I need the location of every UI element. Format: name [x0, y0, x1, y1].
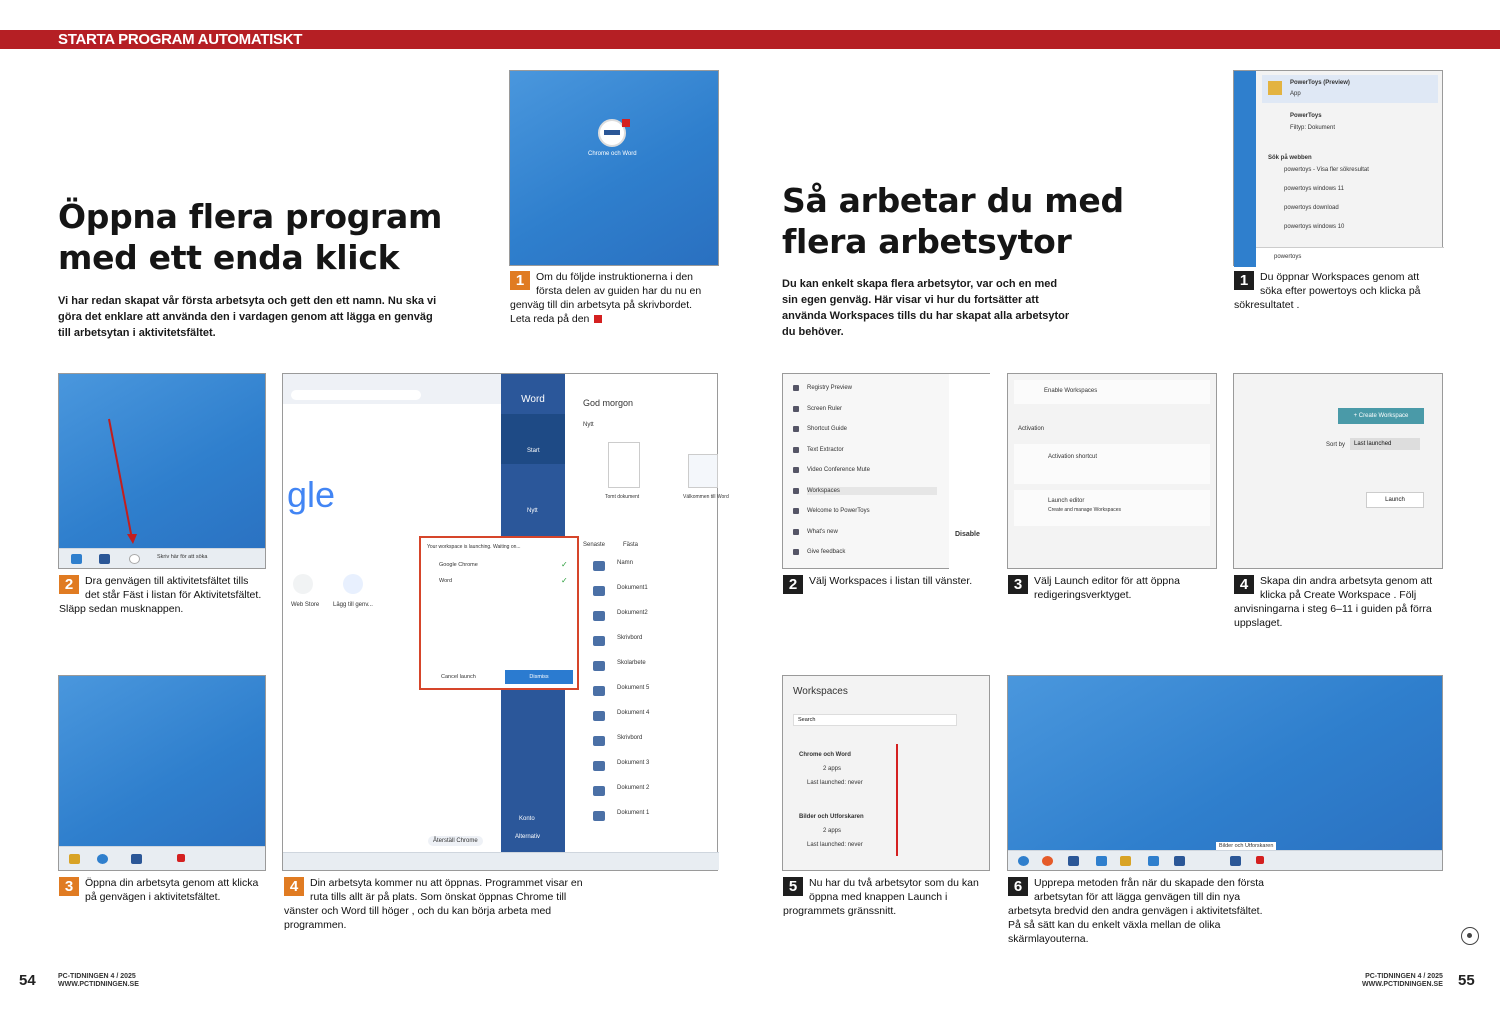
powertoys-nav-item[interactable]: Registry Preview — [807, 385, 853, 391]
chrome-icon[interactable] — [1042, 856, 1053, 866]
taskbar-search[interactable]: Skriv här för att söka — [157, 554, 208, 560]
workspaces-search[interactable]: Search — [793, 714, 957, 726]
left-step-1-caption: 1 Om du följde instruktionerna i den första delen av guiden har du nu en genväg till din arbetsyta på skrivbordet. Leta reda på den — [510, 271, 702, 325]
sort-dropdown[interactable]: Last launched — [1350, 438, 1420, 450]
word-document-item[interactable]: Dokument 2 — [617, 785, 650, 791]
word-icon[interactable] — [1068, 856, 1079, 866]
screenshot-taskbar-click — [58, 675, 266, 871]
screenshot-desktop-shortcut — [509, 70, 719, 266]
cancel-launch-button[interactable]: Cancel launch — [441, 674, 476, 680]
best-match-result[interactable]: PowerToys (Preview) App — [1262, 75, 1438, 103]
web-suggestion[interactable]: powertoys windows 11 — [1284, 186, 1344, 192]
workspaces-title: Workspaces — [793, 686, 848, 697]
disable-label: Disable — [955, 531, 980, 538]
powertoys-nav-item[interactable]: Video Conference Mute — [807, 467, 870, 473]
word-new-label: Nytt — [527, 508, 538, 514]
powertoys-nav — [783, 384, 948, 570]
relaunch-chip[interactable]: Återställ Chrome — [428, 836, 483, 846]
screenshot-powertoys-menu — [782, 373, 990, 569]
word-home-tab[interactable] — [501, 414, 565, 464]
taskbar-icon[interactable] — [71, 554, 82, 564]
folder-icon[interactable] — [1120, 856, 1131, 866]
right-step-2-caption: 2 Välj Workspaces i listan till vänster. — [783, 574, 988, 594]
workspace-shortcut-icon[interactable] — [1230, 856, 1241, 866]
launch-button[interactable]: Launch — [1366, 492, 1424, 508]
step-number: 1 — [1234, 271, 1254, 290]
taskbar-icon[interactable] — [99, 554, 110, 564]
taskbar-icon[interactable] — [1174, 856, 1185, 866]
powertoys-icon — [1268, 81, 1282, 95]
taskbar-tooltip: Bilder och Utforskaren — [1216, 842, 1276, 850]
check-icon: ✓ — [561, 576, 568, 585]
step-number: 4 — [284, 877, 304, 896]
right-step-4-caption: 4 Skapa din andra arbetsyta genom att klicka på Create Workspace . Följ anvisningarna i steg 6–11 i guiden på förra uppslaget. — [1234, 575, 1433, 629]
web-header: Sök på webben — [1268, 155, 1312, 161]
dialog-title: Your workspace is launching. Waiting on... — [427, 544, 521, 550]
screenshot-chrome-and-word — [282, 373, 729, 871]
chrome-toolbar — [283, 374, 501, 404]
page-number-left: 54 — [19, 972, 36, 989]
screenshot-launch-editor — [1007, 373, 1217, 569]
right-headline: Så arbetar du med flera arbetsytor — [782, 181, 1124, 261]
taskbar-icon[interactable] — [1096, 856, 1107, 866]
powertoys-nav-item[interactable]: Workspaces — [807, 487, 937, 495]
step-number: 6 — [1008, 877, 1028, 896]
google-logo: gle — [287, 474, 336, 515]
word-document-item[interactable]: Dokument 4 — [617, 710, 650, 716]
right-step-3-caption: 3 Välj Launch editor för att öppna redigeringsverktyget. — [1008, 574, 1213, 602]
launch-editor-row[interactable]: Launch editor Create and manage Workspaces — [1014, 490, 1210, 526]
powertoys-nav-item[interactable]: Text Extractor — [807, 446, 844, 453]
marker-icon — [177, 854, 185, 862]
left-step-4-caption: 4 Din arbetsyta kommer nu att öppnas. Programmet visar en ruta tills allt är på plats. Som önskat öppnas Chrome till vänster och Word till höger , och du kan börja arbeta med programmen. — [284, 877, 583, 931]
web-suggestion[interactable]: powertoys - Visa fler sökresultat — [1284, 167, 1369, 173]
page-number-right: 55 — [1458, 972, 1475, 989]
chrome-address-bar[interactable] — [291, 390, 421, 400]
word-document-item[interactable]: Namn — [617, 560, 634, 566]
word-home-label: Start — [527, 448, 540, 454]
step-number: 2 — [59, 575, 79, 594]
activation-shortcut-row[interactable]: Activation shortcut — [1014, 444, 1210, 484]
right-step-5-caption: 5 Nu har du två arbetsytor som du kan öppna med knappen Launch i programmets gränssnitt. — [783, 877, 979, 917]
chrome-shortcut-icon[interactable] — [343, 574, 363, 594]
screenshot-taskbar-two-shortcuts — [1007, 675, 1443, 871]
screenshot-workspaces-list — [782, 675, 990, 871]
step-number: 5 — [783, 877, 803, 896]
word-document-item[interactable]: Skolarbete — [617, 660, 646, 666]
word-document-list — [583, 560, 719, 840]
word-document-item[interactable]: Dokument 1 — [617, 810, 650, 816]
enable-workspaces-row[interactable]: Enable Workspaces — [1014, 380, 1210, 404]
left-step-2-caption: 2 Dra genvägen till aktivitetsfältet tills det står Fäst i listan för Aktivitetsfältet. Släpp sedan musknappen. — [59, 575, 262, 615]
screenshot-drag-to-taskbar — [58, 373, 266, 569]
powertoys-nav-item[interactable]: Shortcut Guide — [807, 426, 848, 432]
web-suggestion[interactable]: powertoys download — [1284, 205, 1339, 211]
right-step-6-caption: 6 Upprepa metoden från när du skapade den första arbetsytan för att lägga genvägen till din nya arbetsyta bredvid den andra genvägen i aktivitetsfältet. På så sätt kan du enkelt växla mellan de olika skärmlayouterna. — [1008, 877, 1264, 945]
edge-icon[interactable] — [1018, 856, 1029, 866]
word-account-label[interactable]: Konto — [519, 816, 535, 822]
blank-document-thumb[interactable] — [608, 442, 640, 488]
workspace-item[interactable]: Bilder och Utforskaren 2 apps Last launched: never — [799, 814, 864, 848]
powertoys-nav-item[interactable]: Welcome to PowerToys — [807, 508, 870, 514]
powertoys-nav-item[interactable]: What's new — [807, 528, 838, 535]
launching-dialog — [419, 536, 579, 690]
dialog-item-word: Word — [439, 578, 453, 584]
chrome-shortcut-label: Web Store — [291, 602, 320, 608]
word-document-item[interactable]: Dokument1 — [617, 585, 648, 591]
dialog-item-chrome: Google Chrome — [439, 562, 478, 568]
word-document-item[interactable]: Skrivbord — [617, 635, 643, 641]
step-number: 3 — [59, 877, 79, 896]
drag-arrow — [59, 374, 267, 570]
section-header-title: STARTA PROGRAM AUTOMATISKT — [58, 31, 303, 48]
screenshot-create-workspace: + Create Workspace Sort by Last launched Launch — [1233, 373, 1443, 569]
step-number: 3 — [1008, 575, 1028, 594]
magazine-name-left: PC-TIDNINGEN 4 / 2025 WWW.PCTIDNINGEN.SE — [58, 973, 139, 988]
create-workspace-button[interactable]: + Create Workspace — [1338, 408, 1424, 424]
check-icon: ✓ — [561, 560, 568, 569]
word-tab-label: Word — [521, 394, 545, 405]
word-icon[interactable] — [131, 854, 142, 864]
result-folder[interactable]: PowerToys — [1290, 113, 1322, 119]
step-number: 1 — [510, 271, 530, 290]
left-lede: Vi har redan skapat vår första arbetsyta och gett den ett namn. Nu ska vi göra det enklare att använda den i vardagen genom att lägga en genväg till arbetsytan i aktivitetsfältet. — [58, 295, 437, 339]
welcome-thumb[interactable] — [688, 454, 718, 488]
word-options-label[interactable]: Alternativ — [515, 834, 541, 840]
taskbar — [283, 852, 719, 870]
blank-document-label: Tomt dokument — [605, 494, 640, 500]
word-document-item[interactable]: Dokument 5 — [617, 685, 650, 691]
chrome-shortcut-label: Lägg till genv... — [333, 602, 373, 608]
search-box[interactable]: powertoys — [1256, 247, 1444, 267]
step-number: 2 — [783, 575, 803, 594]
step-number: 4 — [1234, 575, 1254, 594]
highlight-bracket — [896, 744, 898, 856]
word-greeting: God morgon — [583, 398, 634, 408]
word-document-item[interactable]: Dokument2 — [617, 610, 648, 616]
word-recent-tab[interactable]: Senaste — [583, 542, 606, 548]
word-document-item[interactable]: Dokument 3 — [617, 760, 650, 766]
marker-icon — [594, 315, 602, 323]
word-pinned-tab[interactable]: Fästa — [623, 542, 639, 548]
left-step-3-caption: 3 Öppna din arbetsyta genom att klicka på genvägen i aktivitetsfältet. — [59, 876, 264, 904]
folder-icon[interactable] — [69, 854, 80, 864]
right-step-1-caption: 1 Du öppnar Workspaces genom att söka efter powertoys och klicka på sökresultatet . — [1234, 271, 1421, 311]
marker-icon — [1256, 856, 1264, 864]
dismiss-button[interactable]: Dismiss — [505, 670, 573, 684]
word-document-item[interactable]: Skrivbord — [617, 735, 643, 741]
right-lede: Du kan enkelt skapa flera arbetsytor, var och en med sin egen genväg. Här visar vi hur du fortsätter att använda Workspaces tills du har skapat alla arbetsytor du behöver. — [782, 278, 1070, 338]
chrome-shortcut-icon[interactable] — [293, 574, 313, 594]
desktop-icon-label: Chrome och Word — [588, 151, 637, 157]
end-mark-icon — [1461, 927, 1479, 945]
edge-icon[interactable] — [97, 854, 108, 864]
word-new-heading: Nytt — [583, 422, 594, 428]
screenshot-start-search: PowerToys (Preview) App PowerToys Filtyp: Dokument Sök på webben powertoys - Visa fler sökresultat powertoys windows 11 powertoys download powertoys windows 10 powertoys — [1233, 70, 1443, 266]
dragged-shortcut-icon[interactable] — [129, 554, 140, 564]
marker-icon — [622, 119, 630, 127]
left-headline: Öppna flera program med ett enda klick — [58, 197, 443, 277]
magazine-name-right: PC-TIDNINGEN 4 / 2025 WWW.PCTIDNINGEN.SE — [1362, 973, 1443, 988]
welcome-label: Välkommen till Word — [683, 494, 729, 500]
workspace-item[interactable]: Chrome och Word 2 apps Last launched: never — [799, 752, 863, 786]
activation-heading: Activation — [1018, 426, 1045, 432]
taskbar-icon[interactable] — [1148, 856, 1159, 866]
powertoys-nav-item[interactable]: Give feedback — [807, 549, 846, 555]
web-suggestion[interactable]: powertoys windows 10 — [1284, 224, 1345, 230]
powertoys-nav-item[interactable]: Screen Ruler — [807, 405, 843, 412]
